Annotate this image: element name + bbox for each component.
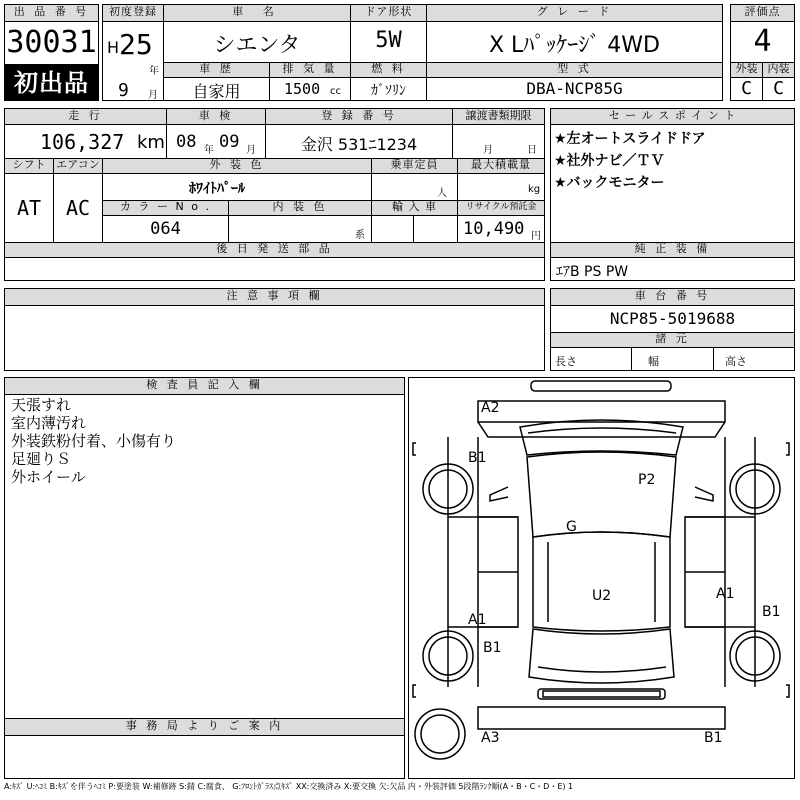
car-diagram bbox=[408, 377, 795, 779]
displacement: 1500 bbox=[284, 80, 321, 98]
inspection-year-unit: 年 bbox=[204, 145, 214, 156]
int-color-box bbox=[228, 215, 372, 243]
sales-point-item: ★左オートスライドドア bbox=[554, 131, 706, 147]
damage-mark-b1-rear-left: B1 bbox=[483, 640, 502, 656]
exterior-label: 外装 bbox=[730, 62, 763, 78]
hood-outline bbox=[478, 422, 725, 437]
damage-mark-a2: A2 bbox=[481, 400, 500, 416]
model: DBA-NCP85G bbox=[526, 79, 623, 98]
fuel: ｶﾞｿﾘﾝ bbox=[371, 83, 406, 99]
inspector-note: 室内薄汚れ bbox=[11, 414, 87, 432]
km-unit: km bbox=[137, 132, 165, 153]
roof-strip bbox=[531, 381, 671, 391]
inspection-month: 09 bbox=[219, 132, 240, 152]
capacity-label: 乗車定員 bbox=[371, 158, 458, 174]
later-parts-label: 後 日 発 送 部 品 bbox=[4, 242, 545, 258]
doors-label: ドア形状 bbox=[350, 4, 427, 22]
sales-points-label: セ ー ル ス ポ イ ン ト bbox=[550, 108, 795, 125]
damage-mark-a1-left: A1 bbox=[468, 612, 487, 628]
first-reg-label: 初度登録 bbox=[102, 4, 164, 22]
inspector-label: 検 査 員 記 入 欄 bbox=[4, 377, 405, 395]
cabin-center bbox=[548, 542, 655, 622]
sales-point-item: ★バックモニター bbox=[554, 175, 665, 191]
height-label: 高さ bbox=[725, 355, 747, 368]
color-no: 064 bbox=[150, 219, 181, 239]
car-name-label: 車 名 bbox=[163, 4, 351, 22]
front-bumper bbox=[478, 401, 725, 422]
cc-unit: cc bbox=[330, 86, 341, 97]
left-doors bbox=[478, 517, 518, 627]
inspector-note: 外ホイール bbox=[11, 468, 86, 486]
first-reg-year: 25 bbox=[119, 28, 153, 61]
grade: X Lﾊﾟｯｹｰｼﾞ 4WD bbox=[488, 33, 660, 58]
spare-wheel bbox=[415, 709, 465, 759]
damage-legend: A:ｷｽﾞ U:ﾍｺﾐ B:ｷｽﾞを伴うﾍｺﾐ P:要塗装 W:補修跡 S:錆 C:腐食、 G:ﾌﾛﾝﾄｶﾞﾗｽ点ｷｽﾞ XX:交換済み X:要交換 欠:欠品 内・外装評価 5段階ﾗﾝｸ順(A・B・C・D・E) 1 bbox=[4, 782, 574, 791]
inspector-note: 外装鉄粉付着、小傷有り bbox=[11, 432, 177, 450]
cabin-outline bbox=[533, 532, 670, 631]
damage-mark-b1-right: B1 bbox=[762, 604, 781, 620]
kei-unit: 系 bbox=[355, 230, 365, 241]
rear-window-inner bbox=[538, 667, 666, 672]
transfer-label: 譲渡書類期限 bbox=[452, 108, 545, 125]
person-unit: 人 bbox=[437, 188, 447, 199]
doors: 5W bbox=[375, 28, 402, 53]
score-label: 評価点 bbox=[730, 4, 795, 22]
inspector-notes bbox=[11, 396, 176, 486]
dimensions-divider-1 bbox=[631, 347, 632, 371]
sales-points-list bbox=[554, 128, 706, 194]
damage-mark-b1-rear: B1 bbox=[704, 730, 723, 746]
width-label: 幅 bbox=[648, 355, 659, 368]
genuine-equip: ｴｱB PS PW bbox=[556, 264, 629, 280]
office-label: 事 務 局 よ り ご 案 内 bbox=[4, 718, 405, 736]
bracket-left-top bbox=[413, 443, 416, 455]
plate-label: 登 録 番 号 bbox=[265, 108, 453, 125]
bracket-right-top bbox=[786, 443, 789, 455]
later-parts-box bbox=[4, 257, 545, 281]
month-unit: 月 bbox=[148, 90, 158, 101]
damage-mark-a3: A3 bbox=[481, 730, 500, 746]
rear-bumper bbox=[478, 707, 725, 729]
first-listing-badge: 初出品 bbox=[4, 65, 99, 101]
length-label: 長さ bbox=[555, 355, 577, 368]
ext-color-label: 外 装 色 bbox=[102, 158, 372, 174]
displacement-label: 排 気 量 bbox=[269, 62, 351, 78]
kg-unit: kg bbox=[528, 184, 541, 195]
dimensions-label: 諸 元 bbox=[550, 332, 795, 348]
inspection-month-unit: 月 bbox=[246, 145, 256, 156]
transfer-day: 日 bbox=[527, 145, 537, 156]
ac: AC bbox=[65, 196, 91, 220]
ac-label: エアコン bbox=[53, 158, 103, 174]
import-label: 輸 入 車 bbox=[371, 200, 458, 216]
rear-plate bbox=[543, 691, 660, 697]
recycle-label: リサイクル預託金 bbox=[457, 200, 545, 216]
exterior-grade: C bbox=[741, 78, 752, 99]
windshield-inner bbox=[528, 428, 676, 433]
notes-box bbox=[4, 305, 545, 371]
yen-unit: 円 bbox=[531, 231, 541, 242]
fuel-label: 燃 料 bbox=[350, 62, 427, 78]
color-no-label: カ ラ ー N o . bbox=[102, 200, 229, 216]
grade-label: グ レ ー ド bbox=[426, 4, 723, 22]
chassis-no: NCP85-5019688 bbox=[609, 309, 736, 328]
left-mirror bbox=[490, 487, 508, 501]
car-name: シエンタ bbox=[213, 33, 301, 58]
int-color-label: 内 装 色 bbox=[228, 200, 372, 216]
inspection-label: 車 検 bbox=[166, 108, 266, 125]
transfer-month: 月 bbox=[483, 145, 493, 156]
lot-no-label: 出 品 番 号 bbox=[4, 4, 99, 22]
right-mirror bbox=[695, 487, 713, 501]
genuine-equip-label: 純 正 装 備 bbox=[550, 242, 795, 258]
plate: 金沢 531ﾆ1234 bbox=[300, 135, 418, 154]
inspection-year: 08 bbox=[176, 132, 197, 152]
damage-mark-p2: P2 bbox=[638, 472, 656, 488]
mileage-label: 走 行 bbox=[4, 108, 167, 125]
recycle: 10,490 bbox=[463, 219, 525, 239]
history: 自家用 bbox=[192, 82, 241, 101]
office-box bbox=[4, 735, 405, 779]
right-doors bbox=[685, 517, 725, 627]
spare-wheel-inner bbox=[421, 715, 459, 753]
inspector-note: 天張すれ bbox=[11, 396, 72, 414]
roof-outline bbox=[527, 452, 676, 537]
dimensions-divider-2 bbox=[713, 347, 714, 371]
damage-mark-b1-front-left: B1 bbox=[468, 450, 487, 466]
damage-mark-u2: U2 bbox=[592, 588, 612, 604]
interior-label: 内装 bbox=[762, 62, 795, 78]
damage-mark-a1-right: A1 bbox=[716, 586, 735, 602]
bracket-left-bottom bbox=[413, 685, 416, 697]
bracket-right-bottom bbox=[786, 685, 789, 697]
notes-label: 注 意 事 項 欄 bbox=[4, 288, 545, 306]
chassis-no-label: 車 台 番 号 bbox=[550, 288, 795, 306]
model-label: 型 式 bbox=[426, 62, 723, 78]
dimensions-box bbox=[550, 347, 795, 371]
score: 4 bbox=[753, 24, 772, 59]
shift: AT bbox=[16, 196, 42, 220]
year-unit: 年 bbox=[149, 66, 159, 77]
lot-no: 30031 bbox=[6, 25, 97, 60]
ext-color: ﾎﾜｲﾄﾊﾟｰﾙ bbox=[189, 181, 245, 197]
rear-window bbox=[529, 629, 674, 683]
import-box bbox=[371, 215, 458, 243]
interior-grade: C bbox=[773, 78, 784, 99]
first-reg-month: 9 bbox=[118, 80, 129, 101]
era-label: H bbox=[107, 38, 120, 57]
right-side-body bbox=[685, 437, 755, 687]
mileage: 106,327 bbox=[40, 130, 125, 154]
history-label: 車 歴 bbox=[163, 62, 270, 78]
sales-point-item: ★社外ナビ／ＴＶ bbox=[554, 153, 665, 169]
shift-label: シフト bbox=[4, 158, 54, 174]
inspector-note: 足廻りＳ bbox=[11, 450, 72, 468]
import-divider bbox=[413, 215, 414, 243]
max-load-label: 最大積載量 bbox=[457, 158, 545, 174]
damage-mark-g: G bbox=[566, 519, 577, 535]
